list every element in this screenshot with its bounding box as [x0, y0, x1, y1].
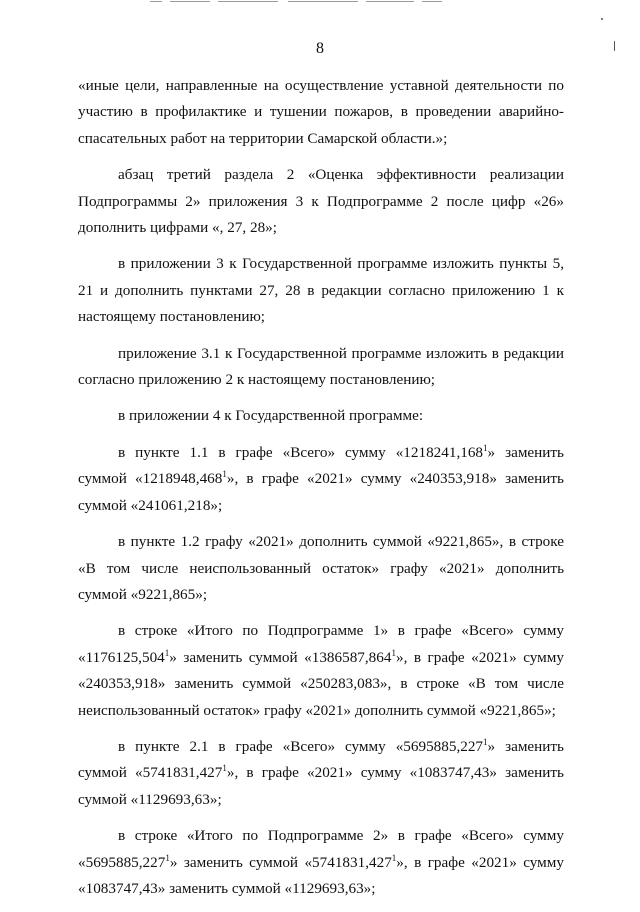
- amendment-text: » заменить суммой «5741831,427: [169, 853, 392, 871]
- amendment-paragraph: в пункте 1.2 графу «2021» дополнить суммой «9221,865», в строке «В том числе неиспользованный остаток» графу «2021» дополнить суммой «9221,865»;: [78, 533, 564, 603]
- paragraph: абзац третий раздела 2 «Оценка эффективности реализации Подпрограммы 2» приложения 3 к Подпрограмме 2 после цифр «26» дополнить цифрами «, 27, 28»;: [78, 166, 564, 237]
- amendment-paragraph: [78, 440, 564, 519]
- footnote-mark: 1: [165, 852, 170, 863]
- amendment-text: » заменить суммой «1386587,864: [169, 648, 392, 666]
- amendment-paragraph: [78, 618, 564, 724]
- footnote-mark: 1: [222, 763, 227, 774]
- amendment-text: », в графе «2021» сумму «240353,918» заменить суммой «241061,218»;: [78, 470, 564, 514]
- scan-edge: [0, 0, 640, 4]
- amendment-text: », в графе «2021» сумму «1083747,43» заменить суммой «1129693,63»;: [78, 853, 564, 897]
- footnote-mark: 1: [391, 852, 397, 863]
- amendment-text: » заменить суммой «1218948,468: [78, 443, 564, 488]
- amendment-paragraph: [78, 734, 564, 813]
- footnote-mark: 1: [222, 469, 227, 480]
- amendment-text: », в графе «2021» сумму «1083747,43» заменить суммой «1129693,63»;: [78, 764, 564, 808]
- footnote-mark: 1: [483, 736, 488, 747]
- amendment-text: », в графе «2021» сумму «240353,918» заменить суммой «250283,083», в строке «В том числе неиспользованный остаток» графу «2021» дополнить суммой «9221,865»;: [78, 648, 564, 719]
- paragraph: «иные цели, направленные на осуществление уставной деятельности по участию в профилактике и тушении пожаров, в проведении аварийно-спасательных работ на территории Самарской области.»;: [78, 77, 564, 147]
- footnote-mark: 1: [391, 647, 396, 658]
- amendment-paragraph: [78, 823, 564, 902]
- document-body: [78, 73, 564, 912]
- amendment-text: в пункте 1.1 в графе «Всего» сумму «1218241,168: [118, 443, 484, 461]
- footnote-mark: 1: [483, 442, 488, 453]
- paragraph: в приложении 3 к Государственной программе изложить пункты 5, 21 и дополнить пунктами 27, 28 в редакции согласно приложению 1 к настоящему постановлению;: [78, 255, 564, 326]
- scan-speck: [601, 18, 603, 20]
- page-number: 8: [316, 40, 324, 57]
- paragraph: в приложении 4 к Государственной программе:: [118, 407, 424, 425]
- amendment-text: » заменить суммой «5741831,427: [78, 737, 564, 782]
- footnote-mark: 1: [164, 647, 170, 658]
- amendment-text: в пункте 2.1 в графе «Всего» сумму «5695885,227: [118, 737, 484, 755]
- amendment-text: в строке «Итого по Подпрограмме 2» в графе «Всего» сумму «5695885,227: [78, 827, 564, 871]
- paragraph: приложение 3.1 к Государственной программе изложить в редакции согласно приложению 2 к настоящему постановлению;: [78, 344, 564, 389]
- amendment-text: в строке «Итого по Подпрограмме 1» в графе «Всего» сумму «1176125,504: [78, 622, 564, 666]
